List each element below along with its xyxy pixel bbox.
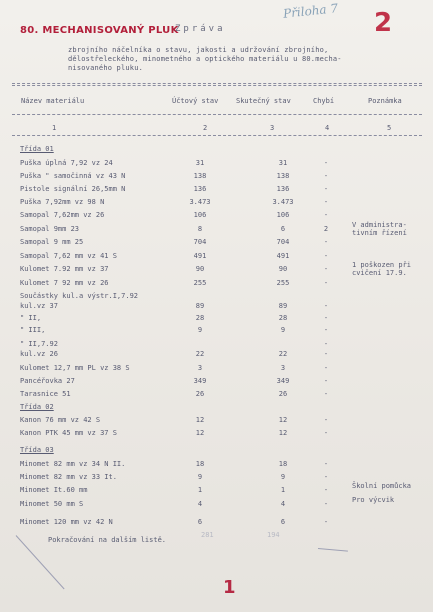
cell-skutecny-stav: 90 [278, 265, 288, 273]
cell-skutecny-stav: 31 [278, 159, 288, 167]
col-header-name: Název materiálu [21, 97, 85, 105]
cell-skutecny-stav: 3 [280, 364, 286, 372]
pen-stroke [318, 548, 348, 552]
class-heading: Třída 02 [20, 403, 54, 411]
class-heading: Třída 03 [20, 446, 54, 454]
cell-ucetni-stav: 90 [195, 265, 205, 273]
cell-name: Kanon 76 mm vz 42 S [20, 416, 101, 424]
cell-ucetni-stav: 106 [193, 211, 207, 219]
note-text: tivním řízení [352, 229, 407, 237]
cell-skutecny-stav: 12 [278, 429, 288, 437]
cell-name: Kulomet 7.92 mm vz 37 [20, 265, 109, 273]
cell-name: Samopal 9 mm 25 [20, 238, 84, 246]
faint-number: 194 [267, 531, 280, 539]
subject-line: nisovaného pluku. [68, 64, 144, 72]
cell-name: " II,7.92 [20, 340, 58, 348]
cell-chybi: - [323, 159, 329, 167]
cell-chybi: - [323, 185, 329, 193]
cell-chybi: - [323, 340, 329, 348]
col-header-skut: Skutečný stav [236, 97, 291, 105]
cell-chybi: - [323, 500, 329, 508]
cell-skutecny-stav: 704 [276, 238, 290, 246]
note-text: Pro výcvik [352, 496, 395, 504]
cell-chybi: - [323, 518, 329, 526]
cell-ucetni-stav: 26 [195, 390, 205, 398]
cell-ucetni-stav: 6 [197, 518, 203, 526]
col-number: 4 [325, 124, 330, 132]
cell-name: Puška 7,92mm vz 98 N [20, 198, 105, 206]
document-kind: Zpráva [175, 24, 226, 34]
header-rule [12, 135, 422, 136]
cell-ucetni-stav: 9 [197, 473, 203, 481]
col-number: 5 [387, 124, 392, 132]
subject-line: zbrojního náčelníka o stavu, jakosti a udržování zbrojního, [68, 46, 329, 54]
cell-chybi: - [323, 460, 329, 468]
cell-chybi: - [323, 416, 329, 424]
note-text: cvičení 17.9. [352, 269, 407, 277]
cell-ucetni-stav: 28 [195, 314, 205, 322]
cell-name: kul.vz 26 [20, 350, 58, 358]
cell-chybi: - [323, 473, 329, 481]
cell-chybi: - [323, 429, 329, 437]
cell-name: Minomet It.60 mm [20, 486, 88, 494]
cell-skutecny-stav: 89 [278, 302, 288, 310]
note-text: 1 poškozen při [352, 261, 412, 269]
cell-chybi: - [323, 198, 329, 206]
col-header-chybi: Chybí [313, 97, 335, 105]
cell-chybi: - [323, 314, 329, 322]
cell-name: Pistole signální 26,5mm N [20, 185, 126, 193]
page-number-top: 2 [374, 8, 393, 38]
cell-chybi: - [323, 265, 329, 273]
cell-ucetni-stav: 22 [195, 350, 205, 358]
cell-skutecny-stav: 1 [280, 486, 286, 494]
cell-chybi: - [323, 486, 329, 494]
cell-skutecny-stav: 6 [280, 225, 286, 233]
continuation-text: Pokračování na dalším listě. [48, 536, 167, 544]
cell-ucetni-stav: 89 [195, 302, 205, 310]
cell-skutecny-stav: 6 [280, 518, 286, 526]
table-top-rule [12, 83, 422, 84]
cell-name: " III, [20, 326, 46, 334]
cell-ucetni-stav: 9 [197, 326, 203, 334]
cell-skutecny-stav: 4 [280, 500, 286, 508]
cell-ucetni-stav: 12 [195, 429, 205, 437]
cell-chybi: - [323, 377, 329, 385]
cell-name: Samopal 7,62 mm vz 41 S [20, 252, 117, 260]
cell-chybi: - [323, 326, 329, 334]
cell-skutecny-stav: 28 [278, 314, 288, 322]
note-text: Školní pomůcka [352, 482, 412, 490]
cell-name: Minomet 82 mm vz 33 It. [20, 473, 117, 481]
cell-ucetni-stav: 1 [197, 486, 203, 494]
cell-skutecny-stav: 106 [276, 211, 290, 219]
col-number: 1 [52, 124, 57, 132]
cell-chybi: - [323, 279, 329, 287]
cell-name: Tarasnice 51 [20, 390, 71, 398]
col-number: 2 [203, 124, 208, 132]
class-heading: Třída 01 [20, 145, 54, 153]
cell-skutecny-stav: 18 [278, 460, 288, 468]
unit-title: 80. MECHANISOVANÝ PLUK [20, 25, 179, 36]
cell-name: Minomet 82 mm vz 34 N II. [20, 460, 126, 468]
cell-ucetni-stav: 255 [193, 279, 207, 287]
cell-name: Samopal 7,62mm vz 26 [20, 211, 105, 219]
cell-skutecny-stav: 9 [280, 326, 286, 334]
table-top-rule [12, 85, 422, 86]
col-number: 3 [270, 124, 275, 132]
cell-ucetni-stav: 138 [193, 172, 207, 180]
cell-chybi: - [323, 350, 329, 358]
cell-chybi: - [323, 172, 329, 180]
cell-chybi: - [323, 390, 329, 398]
cell-skutecny-stav: 3.473 [272, 198, 294, 206]
cell-name: Součástky kul.a výstr.I,7.92 [20, 292, 139, 300]
col-header-poznamka: Poznámka [368, 97, 402, 105]
faint-number: 281 [201, 531, 214, 539]
cell-skutecny-stav: 491 [276, 252, 290, 260]
cell-ucetni-stav: 3.473 [189, 198, 211, 206]
cell-name: " II, [20, 314, 42, 322]
header-rule [12, 114, 422, 115]
cell-ucetni-stav: 4 [197, 500, 203, 508]
cell-name: Puška úplná 7,92 vz 24 [20, 159, 113, 167]
page-number-bottom: 1 [223, 577, 236, 598]
cell-skutecny-stav: 349 [276, 377, 290, 385]
cell-name: Minomet 120 mm vz 42 N [20, 518, 113, 526]
cell-name: Kanon PTK 45 mm vz 37 S [20, 429, 117, 437]
cell-name: Pancéřovka 27 [20, 377, 75, 385]
cell-chybi: - [323, 211, 329, 219]
cell-ucetni-stav: 12 [195, 416, 205, 424]
cell-chybi: - [323, 238, 329, 246]
cell-name: kul.vz 37 [20, 302, 58, 310]
cell-skutecny-stav: 255 [276, 279, 290, 287]
cell-chybi: - [323, 302, 329, 310]
cell-name: Puška " samočinná vz 43 N [20, 172, 126, 180]
cell-chybi: - [323, 364, 329, 372]
subject-line: dělostřeleckého, minometného a optického materiálu u 80.mecha- [68, 55, 342, 63]
cell-skutecny-stav: 22 [278, 350, 288, 358]
cell-ucetni-stav: 31 [195, 159, 205, 167]
col-header-stav: Účtový stav [172, 97, 219, 105]
cell-ucetni-stav: 18 [195, 460, 205, 468]
cell-skutecny-stav: 9 [280, 473, 286, 481]
cell-ucetni-stav: 136 [193, 185, 207, 193]
cell-name: Minomet 50 mm S [20, 500, 84, 508]
cell-name: Kulomet 7 92 mm vz 26 [20, 279, 109, 287]
cell-skutecny-stav: 136 [276, 185, 290, 193]
cell-skutecny-stav: 26 [278, 390, 288, 398]
cell-name: Kulomet 12,7 mm PL vz 38 S [20, 364, 130, 372]
pencil-annotation: Přiloha 7 [282, 1, 339, 21]
cell-ucetni-stav: 3 [197, 364, 203, 372]
cell-chybi: 2 [323, 225, 329, 233]
cell-ucetni-stav: 8 [197, 225, 203, 233]
cell-chybi: - [323, 252, 329, 260]
cell-ucetni-stav: 491 [193, 252, 207, 260]
cell-ucetni-stav: 704 [193, 238, 207, 246]
cell-ucetni-stav: 349 [193, 377, 207, 385]
cell-skutecny-stav: 138 [276, 172, 290, 180]
cell-skutecny-stav: 12 [278, 416, 288, 424]
note-text: V administra- [352, 221, 407, 229]
cell-name: Samopal 9mm 23 [20, 225, 80, 233]
